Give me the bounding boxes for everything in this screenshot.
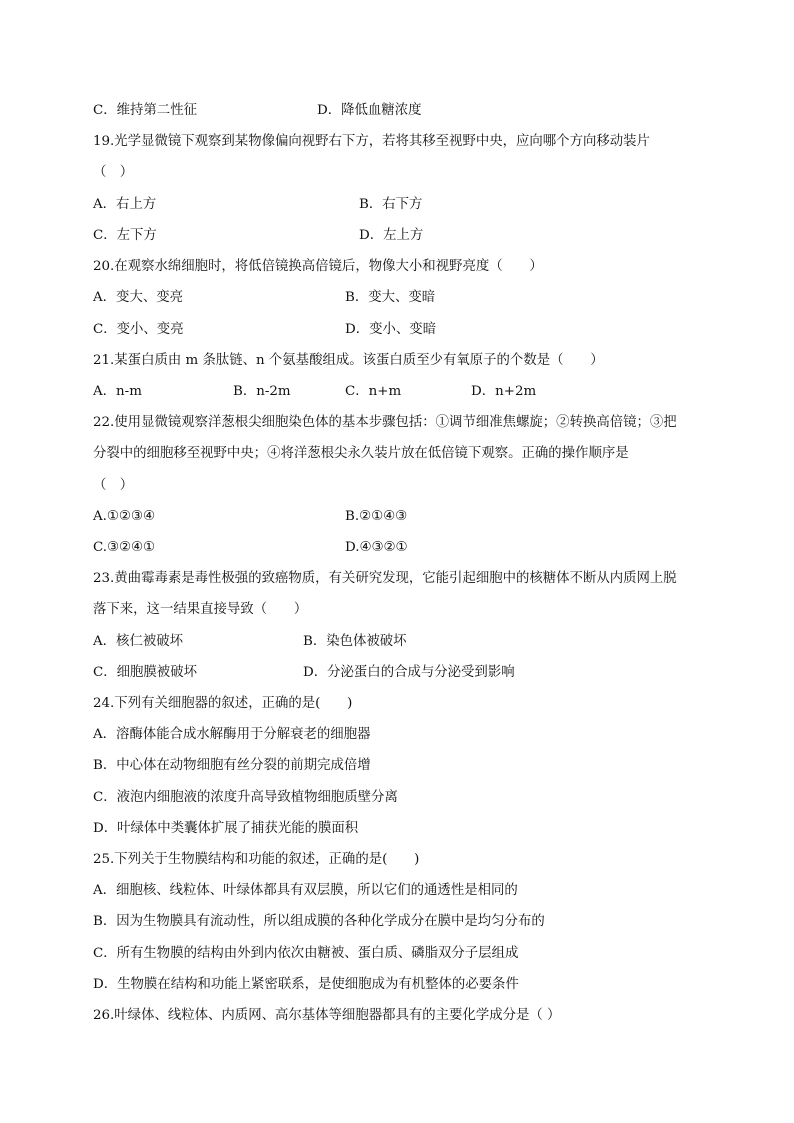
question-stem: 22.使用显微镜观察洋葱根尖细胞染色体的基本步骤包括：①调节细准焦螺旋；②转换高倍镜；③把 bbox=[93, 415, 677, 430]
option-c: C．液泡内细胞液的浓度升高导致植物细胞质壁分离 bbox=[93, 790, 398, 805]
option-d: D．左上方 bbox=[359, 228, 424, 243]
question-stem: 20.在观察水绵细胞时，将低倍镜换高倍镜后，物像大小和视野亮度（ ） bbox=[93, 259, 543, 274]
question-stem: 25.下列关于生物膜结构和功能的叙述，正确的是( ) bbox=[93, 852, 420, 867]
option-b: B．因为生物膜具有流动性，所以组成膜的各种化学成分在膜中是均匀分布的 bbox=[93, 914, 545, 929]
option-d: D．生物膜在结构和功能上紧密联系，是使细胞成为有机整体的必要条件 bbox=[93, 977, 519, 992]
option-a: A．细胞核、线粒体、叶绿体都具有双层膜，所以它们的通透性是相同的 bbox=[93, 883, 518, 898]
option-a: A．n-m bbox=[93, 384, 142, 399]
question-stem: 26.叶绿体、线粒体、内质网、高尔基体等细胞器都具有的主要化学成分是（ ） bbox=[93, 1008, 561, 1023]
option-b: B．n-2m bbox=[233, 384, 291, 399]
option-b: B．中心体在动物细胞有丝分裂的前期完成倍增 bbox=[93, 758, 371, 773]
option-b: B．右下方 bbox=[359, 197, 423, 212]
option-b: B．变大、变暗 bbox=[345, 290, 436, 305]
option-a: A．变大、变亮 bbox=[93, 290, 184, 305]
option-d: D．变小、变暗 bbox=[345, 322, 437, 337]
question-stem: 23.黄曲霉毒素是毒性极强的致癌物质，有关研究发现，它能引起细胞中的核糖体不断从内质网上脱 bbox=[93, 571, 677, 586]
option-c: C．变小、变亮 bbox=[93, 322, 184, 337]
option-b: B.②①④③ bbox=[345, 509, 408, 524]
option-d: D．n+2m bbox=[471, 384, 537, 399]
question-stem: 21.某蛋白质由 m 条肽链、n 个氨基酸组成。该蛋白质至少有氧原子的个数是（ ） bbox=[93, 353, 604, 368]
option-c: C．左下方 bbox=[93, 228, 157, 243]
option-c: C．细胞膜被破坏 bbox=[93, 665, 197, 680]
question-stem-continued: 分裂中的细胞移至视野中央；④将洋葱根尖永久装片放在低倍镜下观察。正确的操作顺序是 bbox=[93, 446, 629, 461]
answer-parentheses: （ ） bbox=[93, 165, 134, 180]
prev-option-d: D．降低血糖浓度 bbox=[317, 103, 422, 118]
option-a: A．核仁被破坏 bbox=[93, 634, 184, 649]
option-b: B．染色体被破坏 bbox=[303, 634, 407, 649]
option-c: C.③②④① bbox=[93, 540, 156, 555]
option-c: C．所有生物膜的结构由外到内依次由糖被、蛋白质、磷脂双分子层组成 bbox=[93, 946, 519, 961]
option-a: A.①②③④ bbox=[93, 509, 155, 524]
answer-parentheses: （ ） bbox=[93, 478, 134, 493]
option-d: D．分泌蛋白的合成与分泌受到影响 bbox=[303, 665, 515, 680]
option-a: A．溶酶体能合成水解酶用于分解衰老的细胞器 bbox=[93, 727, 371, 742]
option-d: D.④③②① bbox=[345, 540, 408, 555]
option-d: D．叶绿体中类囊体扩展了捕获光能的膜面积 bbox=[93, 821, 359, 836]
question-stem: 24.下列有关细胞器的叙述，正确的是( ) bbox=[93, 696, 353, 711]
question-stem-continued: 落下来，这一结果直接导致（ ） bbox=[93, 602, 308, 617]
option-c: C．n+m bbox=[345, 384, 402, 399]
prev-option-c: C．维持第二性征 bbox=[93, 103, 197, 118]
option-a: A．右上方 bbox=[93, 197, 157, 212]
question-stem: 19.光学显微镜下观察到某物像偏向视野右下方，若将其移至视野中央，应向哪个方向移动装片 bbox=[93, 134, 650, 149]
